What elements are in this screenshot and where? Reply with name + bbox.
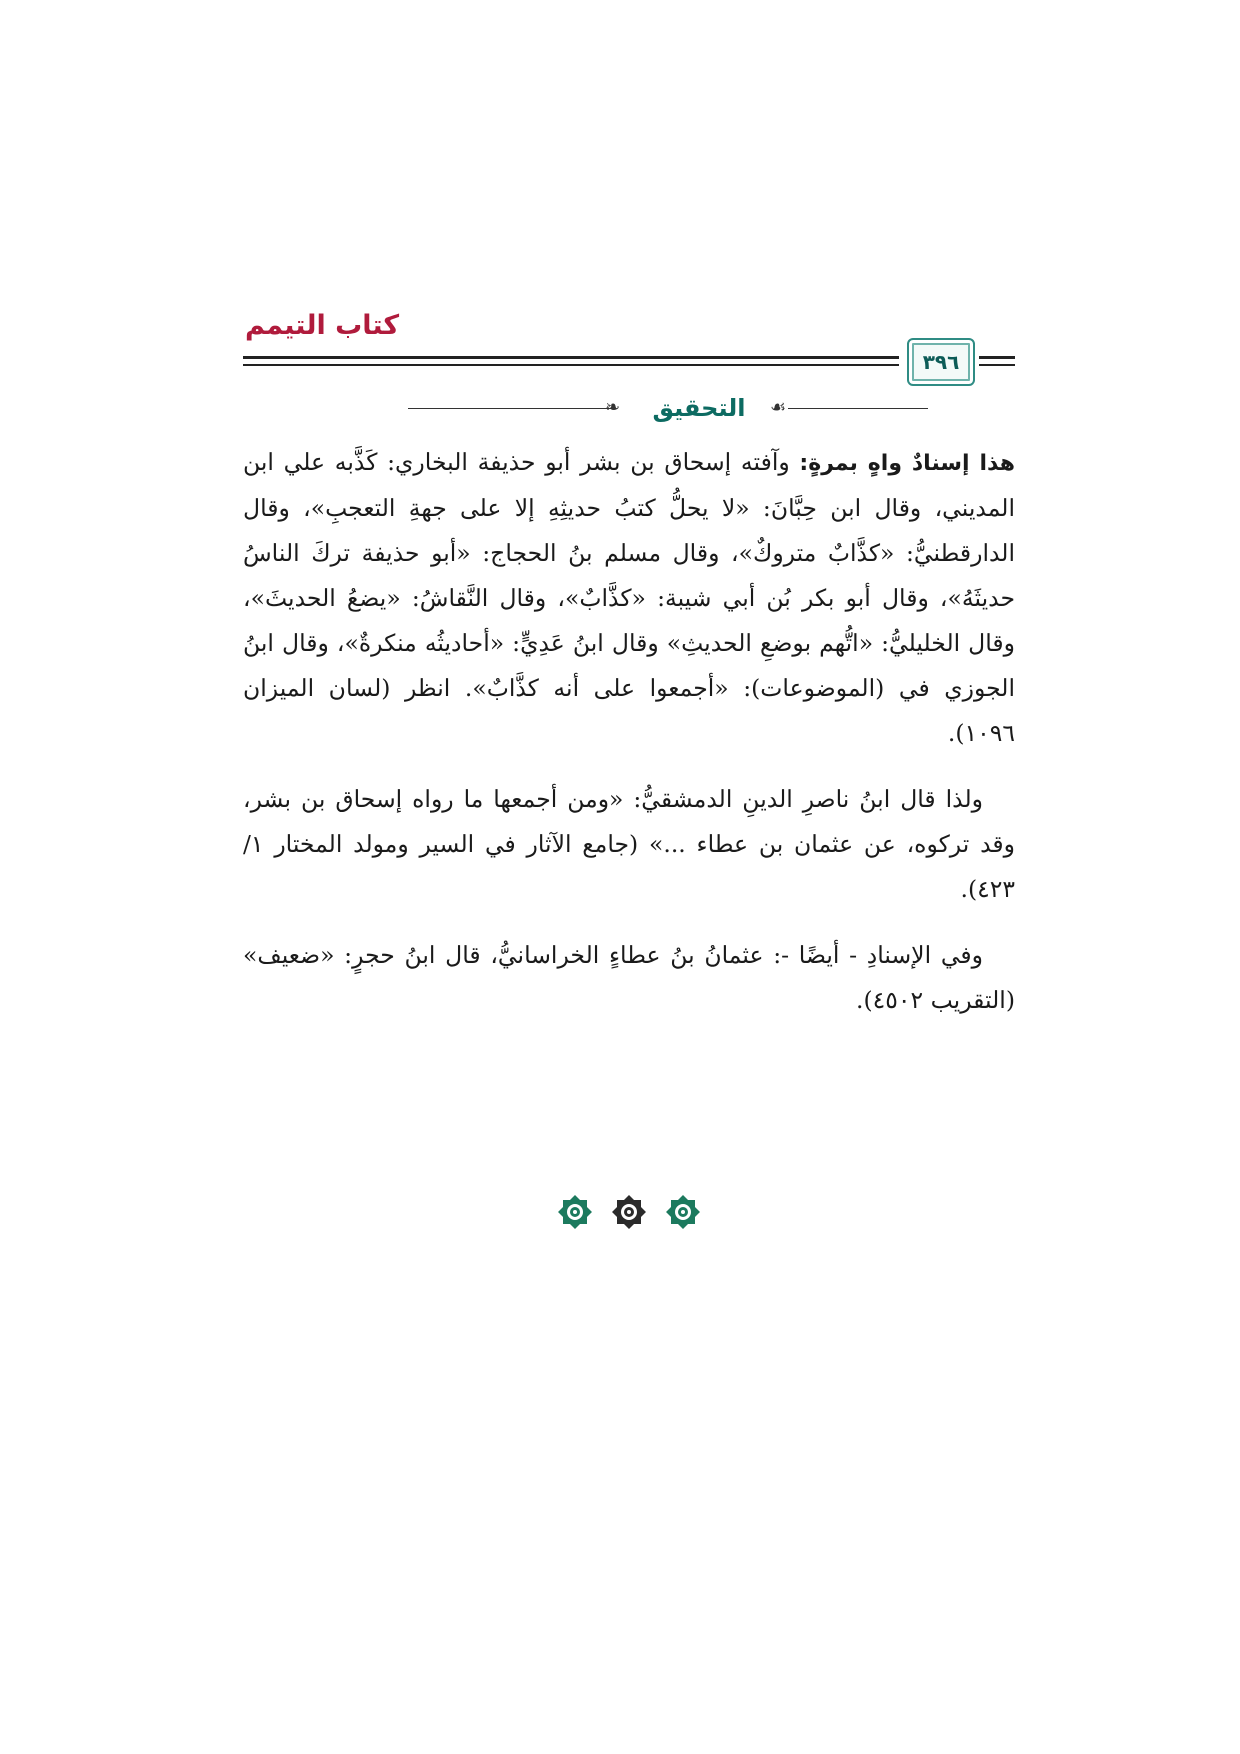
star-ornament-icon [612, 1195, 646, 1229]
book-title: كتاب التيمم [245, 310, 400, 341]
header-rule-thin [243, 364, 899, 366]
section-heading [243, 394, 1015, 424]
body-text [243, 440, 1015, 1044]
heading-line-left [408, 408, 613, 409]
page-number-frame [907, 338, 975, 386]
flourish-left-icon: ❧ [605, 397, 621, 418]
header-rule-short-thick [979, 356, 1015, 359]
header-rule-thick [243, 356, 899, 359]
header-rule-short-thin [979, 364, 1015, 366]
star-ornament-icon [666, 1195, 700, 1229]
heading-line-right [788, 408, 928, 409]
star-ornament-icon [558, 1195, 592, 1229]
paragraph-lead: هذا إسنادٌ واهٍ بمرةٍ: [799, 451, 1015, 476]
paragraph-1 [243, 440, 1015, 756]
section-title: التحقيق [652, 394, 746, 422]
paragraph-2: ولذا قال ابنُ ناصرِ الدينِ الدمشقيُّ: «ومن أجمعها ما رواه إسحاق بن بشر، وقد تركوه، عن عثمان بن عطاء ...» (جامع الآثار في السير ومولد المختار ١/ ٤٢٣). [243, 785, 1015, 903]
page-header [243, 310, 1015, 390]
paragraph-text: وآفته إسحاق بن بشر أبو حذيفة البخاري: كَذَّبه علي ابن المديني، وقال ابن حِبَّانَ: «لا يحلُّ كتبُ حديثِهِ إلا على جهةِ التعجبِ»، وقال الدارقطنيُّ: «كذَّابٌ متروكٌ»، وقال مسلم بنُ الحجاج: «أبو حذيفة تركَ الناسُ حديثَهُ»، وقال أبو بكر بُن أبي شيبة: «كذَّابٌ»، وقال النَّقاشُ: «يضعُ الحديثَ»، وقال الخليليُّ: «اتُّهم بوضعِ الحديثِ» وقال ابنُ عَدِيٍّ: «أحاديثُه منكرةٌ»، وقال ابنُ الجوزي في (الموضوعات): «أجمعوا على أنه كذَّابٌ». انظر (لسان الميزان ١٠٩٦). [243, 448, 1015, 747]
flourish-right-icon: ☙ [770, 397, 787, 418]
end-ornaments [243, 1195, 1015, 1229]
page-number: ٣٩٦ [922, 350, 960, 374]
paragraph-3: وفي الإسنادِ - أيضًا -: عثمانُ بنُ عطاءٍ الخراسانيُّ، قال ابنُ حجرٍ: «ضعيف» (التقريب ٤٥٠٢). [243, 941, 1015, 1014]
